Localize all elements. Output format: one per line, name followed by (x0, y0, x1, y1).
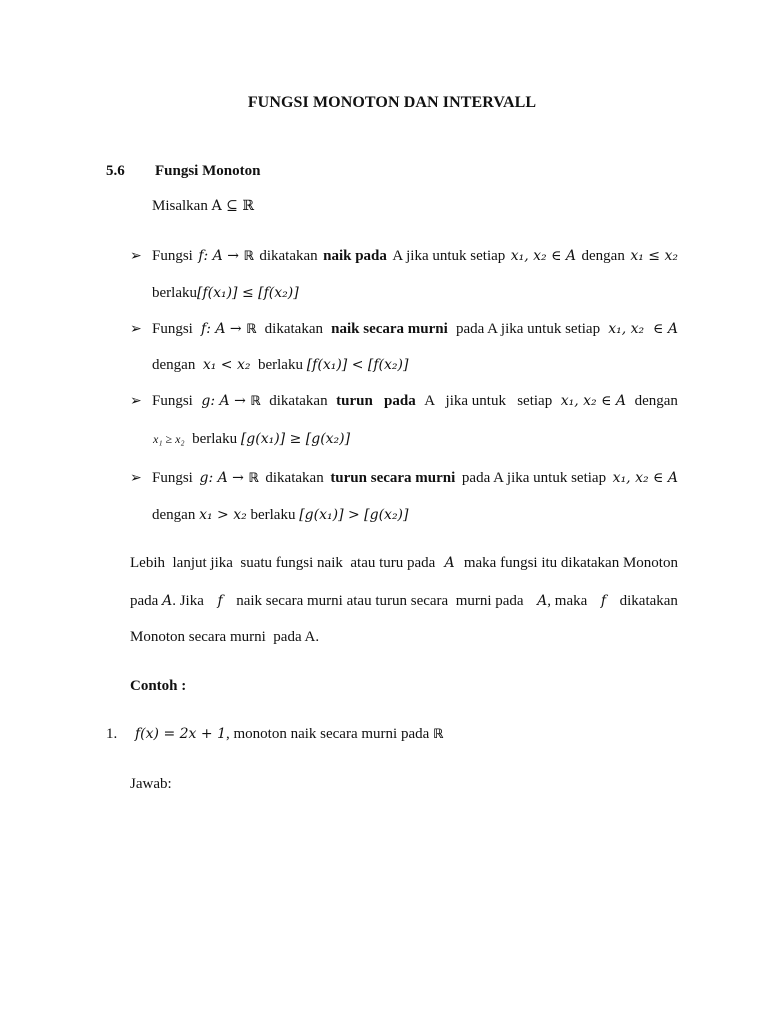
def-func: f (198, 248, 204, 264)
paragraph-text: naik secara murni atau turun secara murni pada (236, 593, 524, 609)
definition-3-line-2 (153, 431, 350, 448)
def-elements: x₁, x₂ ∈ A (560, 393, 627, 409)
def-rest: A jika untuk setiap (424, 393, 553, 409)
bullet-arrow-icon: ➢ (130, 322, 142, 337)
section-number: 5.6 (106, 163, 125, 179)
def-map: : A → (206, 321, 247, 337)
paragraph-line-1 (130, 555, 678, 572)
def-term: turun pada (336, 393, 416, 409)
bullet-arrow-icon: ➢ (130, 394, 142, 409)
definition-2-line-2 (152, 357, 408, 374)
paragraph-text: dikatakan (619, 593, 678, 609)
bullet-arrow-icon: ➢ (130, 249, 142, 264)
answer-label: Jawab: (130, 776, 172, 792)
paragraph-text: pada (130, 593, 159, 609)
def-dikatakan: dikatakan (264, 321, 323, 337)
def-condition: x₁ ≤ x₂ (630, 248, 678, 264)
definition-3-line-1 (152, 393, 678, 410)
example-line (135, 726, 443, 743)
def-map: : A → (203, 248, 244, 264)
def-berlaku: berlaku (257, 357, 303, 373)
def-fungsi: Fungsi (152, 248, 193, 264)
def-map: : A → (210, 393, 251, 409)
def-map: : A → (208, 470, 249, 486)
paragraph-line-3: Monoton secara murni pada A. (130, 629, 320, 645)
def-dikatakan: dikatakan (265, 470, 324, 486)
def-rest: A jika untuk setiap (392, 248, 506, 264)
def-dengan: dengan (581, 248, 625, 264)
def-result: [g(x₁)] ≥ [g(x₂)] (240, 431, 351, 447)
def-term: naik pada (323, 248, 387, 264)
paragraph-math: A (444, 555, 455, 571)
def-func: g (199, 470, 209, 486)
example-reals: ℝ (433, 727, 444, 742)
def-condition: x₁ > x₂ (199, 507, 247, 523)
def-reals: ℝ (248, 471, 259, 486)
def-dengan: dengan (634, 393, 678, 409)
paragraph-text: maka fungsi itu dikatakan Monoton (463, 555, 678, 571)
def-dengan: dengan (152, 507, 196, 523)
def-berlaku: berlaku (152, 285, 197, 301)
paragraph-math: A (537, 593, 548, 609)
intro-text: Misalkan (152, 198, 208, 214)
definition-1-line-1 (152, 248, 678, 265)
def-reals: ℝ (243, 249, 254, 264)
paragraph-text: Lebih lanjut jika suatu fungsi naik atau turu pada (130, 555, 436, 571)
paragraph-text: , maka (547, 593, 588, 609)
definition-4-line-2 (152, 507, 408, 524)
def-rest: pada A jika untuk setiap (455, 321, 601, 337)
paragraph-math: f (217, 593, 223, 609)
intro-math: A ⊆ ℝ (211, 198, 254, 214)
def-dikatakan: dikatakan (259, 248, 318, 264)
paragraph-math: A (162, 593, 173, 609)
definition-2-line-1 (152, 321, 678, 338)
def-dikatakan: dikatakan (269, 393, 328, 409)
def-func: f (201, 321, 207, 337)
example-heading: Contoh : (130, 678, 187, 694)
def-berlaku: berlaku (250, 507, 296, 523)
def-term: naik secara murni (331, 321, 448, 337)
def-reals: ℝ (250, 394, 261, 409)
def-fungsi: Fungsi (152, 321, 193, 337)
bullet-arrow-icon: ➢ (130, 471, 142, 486)
def-result: [f(x₁)] ≤ [f(x₂)] (196, 285, 299, 301)
def-result: [f(x₁)] < [f(x₂)] (306, 357, 409, 373)
def-func: g (201, 393, 211, 409)
definition-1-line-2 (152, 285, 299, 302)
example-text: , monoton naik secara murni pada (225, 726, 430, 742)
intro-line (152, 198, 254, 215)
def-berlaku: berlaku (192, 431, 238, 447)
def-rest: pada A jika untuk setiap (461, 470, 607, 486)
def-condition: x₁ ≥ x₂ (153, 432, 185, 446)
def-fungsi: Fungsi (152, 393, 193, 409)
section-title: Fungsi Monoton (155, 163, 261, 179)
paragraph-line-2 (130, 593, 678, 610)
def-elements: x₁, x₂ ∈ A (608, 321, 678, 337)
def-fungsi: Fungsi (152, 470, 193, 486)
def-condition: x₁ < x₂ (202, 357, 251, 373)
paragraph-text: . Jika (172, 593, 204, 609)
def-elements: x₁, x₂ ∈ A (510, 248, 577, 264)
def-result: [g(x₁)] > [g(x₂)] (299, 507, 409, 523)
def-term: turun secara murni (330, 470, 456, 486)
paragraph-math: f (600, 593, 607, 609)
def-elements: x₁, x₂ ∈ A (612, 470, 678, 486)
def-reals: ℝ (246, 322, 257, 337)
example-math: f(x) = 2x + 1 (135, 726, 226, 742)
def-dengan: dengan (152, 357, 196, 373)
page-title: FUNGSI MONOTON DAN INTERVALL (247, 94, 537, 111)
example-number: 1. (106, 726, 118, 742)
definition-4-line-1 (152, 470, 678, 487)
